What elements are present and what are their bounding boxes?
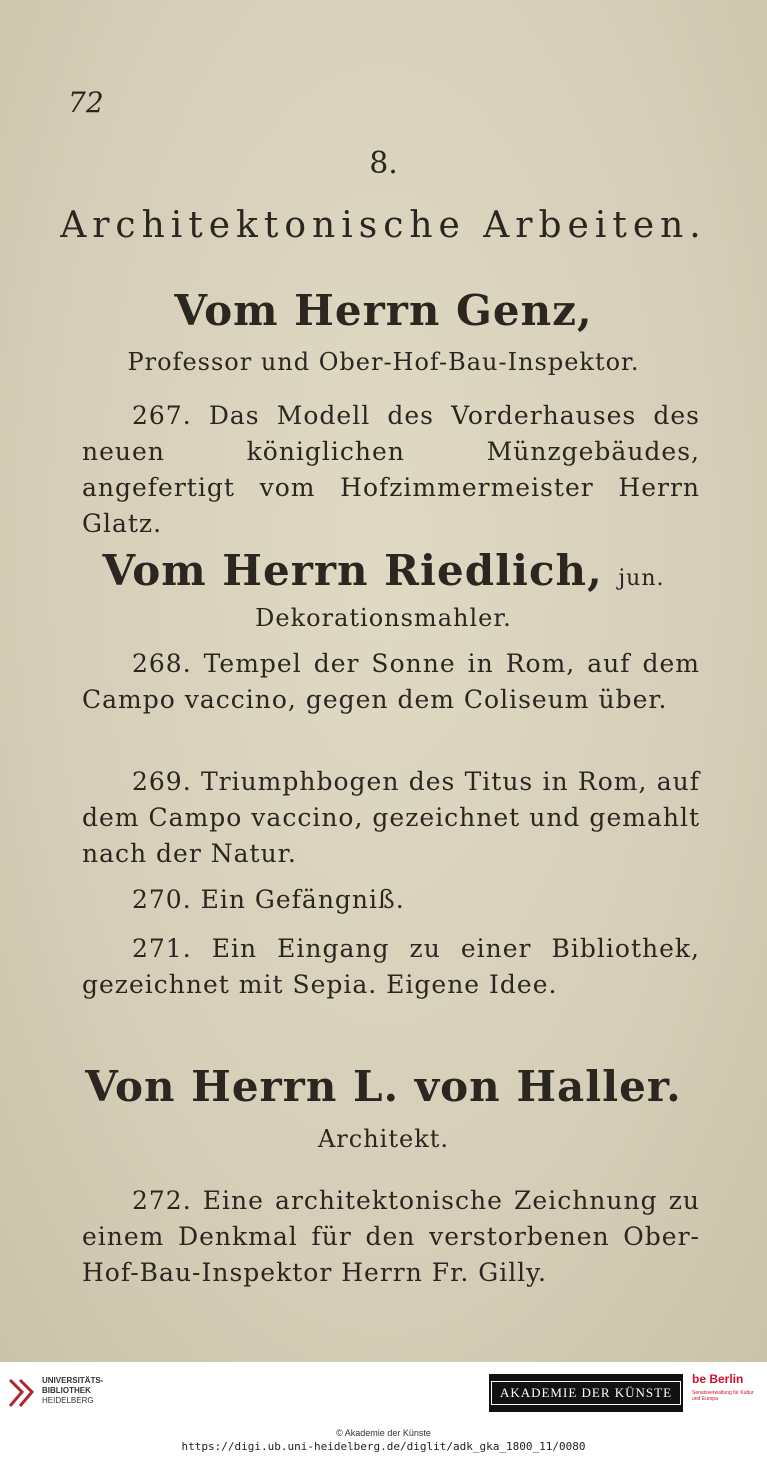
permalink-url[interactable]: https://digi.ub.uni-heidelberg.de/diglit/adk_gka_1800_11/0080 [181,1440,586,1453]
berlin-logo-text: be Berlin [692,1372,744,1386]
akademie-logo[interactable] [489,1374,683,1412]
akademie-logo-text: AKADEMIE DER KÜNSTE [491,1381,681,1405]
contributor-role-riedlich: Dekorationsmahler. [255,604,512,632]
section-title: Architektonische Arbeiten. [60,205,707,246]
library-logo-line3: HEIDELBERG [42,1396,94,1405]
contributor-name-genz: Vom Herrn Genz, [174,286,593,335]
entry-272: 272. Eine architektonische Zeichnung zu einem Denkmal für den verstorbenen Ober-Hof-Bau-Inspektor Herrn Fr. Gilly. [82,1186,700,1287]
library-logo-line1: UNIVERSITÄTS- [42,1376,104,1385]
library-logo-text [42,1376,103,1406]
contributor-name-riedlich-text: Vom Herrn Riedlich, [102,546,603,595]
contributor-name-riedlich [0,546,767,595]
footer-bar [0,1362,767,1458]
contributor-role-haller: Architekt. [317,1125,450,1153]
entry-270: 270. Ein Gefängniß. [132,885,405,914]
contributor-role-genz: Professor und Ober-Hof-Bau-Inspektor. [127,348,640,376]
university-library-logo[interactable] [8,1370,118,1414]
library-logo-line2: BIBLIOTHEK [42,1386,91,1395]
entry-268: 268. Tempel der Sonne in Rom, auf dem Campo vaccino, gegen dem Coliseum über. [82,649,700,714]
entry-271: 271. Ein Eingang zu einer Bibliothek, gezeichnet mit Sepia. Eigene Idee. [82,934,700,999]
library-mark-icon [8,1376,38,1410]
berlin-logo[interactable] [692,1372,756,1414]
section-number: 8. [369,146,398,181]
contributor-name-haller: Von Herrn L. von Haller. [85,1062,682,1111]
berlin-logo-subtext: Senatsverwaltung für Kultur und Europa [692,1390,754,1402]
page-number: 72 [68,86,104,119]
copyright-notice: © Akademie der Künste [336,1428,431,1438]
contributor-name-suffix: jun. [618,566,665,591]
entry-269: 269. Triumphbogen des Titus in Rom, auf dem Campo vaccino, gezeichnet und gemahlt nach der Natur. [82,767,700,868]
entry-267: 267. Das Modell des Vorderhauses des neuen königlichen Münzgebäudes, angefertigt vom Hofzimmermeister Herrn Glatz. [82,401,700,538]
